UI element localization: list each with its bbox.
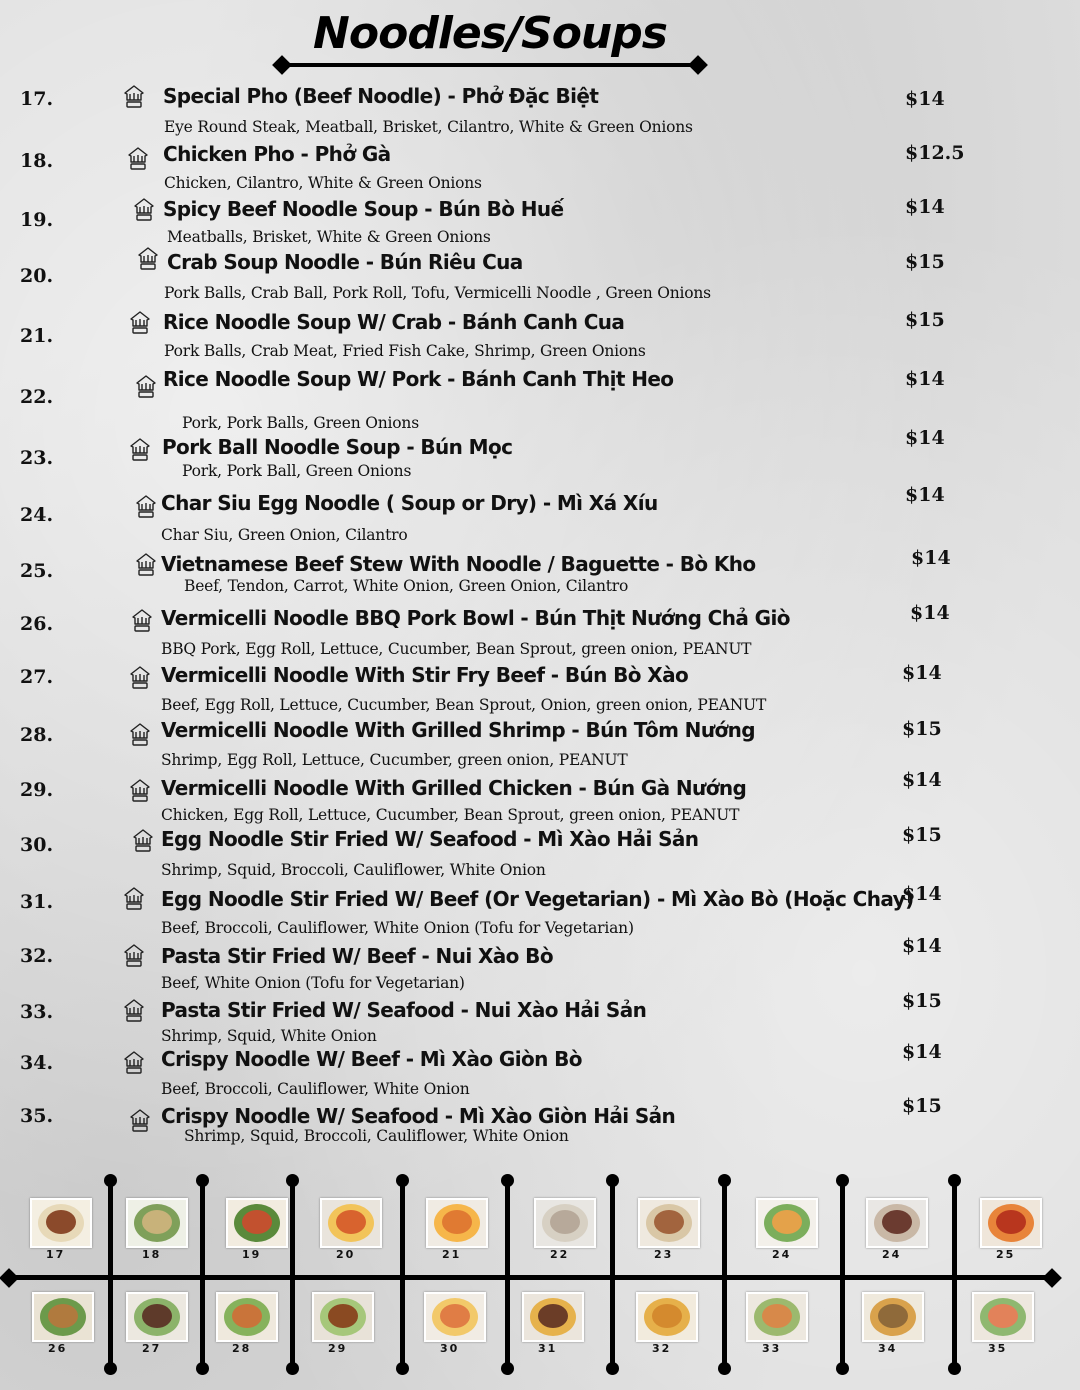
food-photo — [30, 1198, 92, 1248]
food-photo — [638, 1198, 700, 1248]
item-price: $14 — [905, 484, 945, 506]
gallery-divider-vertical — [108, 1180, 113, 1370]
item-description: Beef, Broccoli, Cauliflower, White Onion (Tofu for Vegetarian) — [161, 919, 634, 937]
food-photo-food — [654, 1210, 684, 1234]
photo-number-badge: 24 — [772, 1248, 792, 1261]
item-name: Pasta Stir Fried W/ Seafood - Nui Xào Hải Sản — [161, 998, 647, 1022]
chef-hat-icon — [121, 943, 147, 969]
chef-hat-icon — [129, 608, 155, 634]
item-number: 28. — [20, 724, 54, 746]
item-price: $14 — [902, 662, 942, 684]
item-name: Vermicelli Noodle BBQ Pork Bowl - Bún Thịt Nướng Chả Giò — [161, 606, 790, 630]
chef-hat-icon — [127, 310, 153, 336]
item-name: Vermicelli Noodle With Grilled Chicken - Bún Gà Nướng — [161, 776, 747, 800]
chef-hat-icon — [127, 1108, 153, 1134]
page-title: Noodles/Soups — [313, 8, 667, 59]
gallery-divider-cap — [948, 1362, 961, 1375]
item-name: Crispy Noodle W/ Beef - Mì Xào Giòn Bò — [161, 1047, 582, 1071]
item-description: Shrimp, Squid, Broccoli, Cauliflower, White Onion — [161, 861, 546, 879]
gallery-divider-vertical — [952, 1180, 957, 1370]
photo-number-badge: 21 — [442, 1248, 462, 1261]
item-number: 23. — [20, 447, 54, 469]
photo-number-badge: 28 — [232, 1342, 252, 1355]
gallery-divider-horizontal — [8, 1275, 1054, 1280]
item-number: 26. — [20, 613, 54, 635]
item-description: Eye Round Steak, Meatball, Brisket, Cilantro, White & Green Onions — [164, 118, 693, 136]
item-description: Pork Balls, Crab Meat, Fried Fish Cake, Shrimp, Green Onions — [164, 342, 646, 360]
chef-hat-icon — [133, 494, 159, 520]
item-price: $15 — [902, 990, 942, 1012]
chef-hat-icon — [127, 778, 153, 804]
food-photo-food — [328, 1304, 358, 1328]
food-photo — [534, 1198, 596, 1248]
food-photo — [32, 1292, 94, 1342]
gallery-divider-vertical — [840, 1180, 845, 1370]
food-photo-food — [988, 1304, 1018, 1328]
item-name: Vietnamese Beef Stew With Noodle / Baguette - Bò Kho — [161, 552, 756, 576]
food-photo-food — [882, 1210, 912, 1234]
food-photo-food — [996, 1210, 1026, 1234]
food-photo — [522, 1292, 584, 1342]
gallery-divider-cap — [196, 1362, 209, 1375]
item-name: Egg Noodle Stir Fried W/ Beef (Or Vegetarian) - Mì Xào Bò (Hoặc Chay) — [161, 887, 914, 911]
gallery-divider-cap — [104, 1174, 117, 1187]
page-header — [270, 8, 710, 78]
item-number: 17. — [20, 88, 54, 110]
item-price: $12.5 — [905, 142, 965, 164]
food-photo-food — [772, 1210, 802, 1234]
item-name: Special Pho (Beef Noodle) - Phở Đặc Biệt — [163, 84, 599, 108]
item-description: Pork, Pork Balls, Green Onions — [182, 414, 419, 432]
food-photo — [424, 1292, 486, 1342]
chef-hat-icon — [130, 828, 156, 854]
food-photo — [980, 1198, 1042, 1248]
chef-hat-icon — [121, 998, 147, 1024]
item-number: 19. — [20, 209, 54, 231]
food-photo-food — [878, 1304, 908, 1328]
photo-number-badge: 31 — [538, 1342, 558, 1355]
item-description: Meatballs, Brisket, White & Green Onions — [167, 228, 491, 246]
item-price: $14 — [905, 427, 945, 449]
photo-number-badge: 18 — [142, 1248, 162, 1261]
gallery-divider-cap — [104, 1362, 117, 1375]
gallery-divider-vertical — [400, 1180, 405, 1370]
food-photo-food — [336, 1210, 366, 1234]
item-price: $15 — [905, 309, 945, 331]
photo-number-badge: 17 — [46, 1248, 66, 1261]
item-number: 30. — [20, 834, 54, 856]
food-photo — [320, 1198, 382, 1248]
photo-number-badge: 35 — [988, 1342, 1008, 1355]
gallery-divider-cap — [396, 1174, 409, 1187]
food-photo — [866, 1198, 928, 1248]
item-name: Spicy Beef Noodle Soup - Bún Bò Huế — [163, 197, 564, 221]
item-number: 24. — [20, 504, 54, 526]
chef-hat-icon — [127, 665, 153, 691]
gallery-divider-cap — [718, 1362, 731, 1375]
item-price: $14 — [902, 1041, 942, 1063]
item-price: $14 — [905, 368, 945, 390]
gallery-divider-cap — [948, 1174, 961, 1187]
gallery-divider-cap — [286, 1362, 299, 1375]
item-number: 35. — [20, 1105, 54, 1127]
item-price: $14 — [905, 88, 945, 110]
food-photo-food — [48, 1304, 78, 1328]
food-photo — [636, 1292, 698, 1342]
item-description: Pork, Pork Ball, Green Onions — [182, 462, 412, 480]
gallery-divider-cap — [718, 1174, 731, 1187]
item-description: Beef, Tendon, Carrot, White Onion, Green Onion, Cilantro — [184, 577, 629, 595]
chef-hat-icon — [127, 722, 153, 748]
item-price: $14 — [911, 547, 951, 569]
photo-number-badge: 24 — [882, 1248, 902, 1261]
item-description: Beef, Broccoli, Cauliflower, White Onion — [161, 1080, 470, 1098]
item-number: 29. — [20, 779, 54, 801]
item-description: Shrimp, Squid, Broccoli, Cauliflower, White Onion — [184, 1127, 569, 1145]
photo-number-badge: 30 — [440, 1342, 460, 1355]
photo-number-badge: 34 — [878, 1342, 898, 1355]
item-name: Vermicelli Noodle With Stir Fry Beef - Bún Bò Xào — [161, 663, 689, 687]
photo-number-badge: 19 — [242, 1248, 262, 1261]
item-price: $15 — [902, 1095, 942, 1117]
gallery-divider-cap — [836, 1174, 849, 1187]
gallery-divider-cap — [396, 1362, 409, 1375]
food-photo-food — [46, 1210, 76, 1234]
item-price: $15 — [905, 251, 945, 273]
photo-number-badge: 23 — [654, 1248, 674, 1261]
item-name: Rice Noodle Soup W/ Crab - Bánh Canh Cua — [163, 310, 625, 334]
gallery-divider-vertical — [722, 1180, 727, 1370]
chef-hat-icon — [121, 1050, 147, 1076]
gallery-divider-cap — [501, 1174, 514, 1187]
chef-hat-icon — [121, 886, 147, 912]
photo-number-badge: 20 — [336, 1248, 356, 1261]
photo-number-badge: 32 — [652, 1342, 672, 1355]
food-photo — [216, 1292, 278, 1342]
chef-hat-icon — [125, 146, 151, 172]
item-price: $14 — [910, 602, 950, 624]
food-photo — [972, 1292, 1034, 1342]
item-description: Pork Balls, Crab Ball, Pork Roll, Tofu, Vermicelli Noodle , Green Onions — [164, 284, 711, 302]
item-number: 22. — [20, 386, 54, 408]
gallery-divider-vertical — [200, 1180, 205, 1370]
gallery-diamond-right — [1042, 1268, 1062, 1288]
item-name: Egg Noodle Stir Fried W/ Seafood - Mì Xào Hải Sản — [161, 827, 699, 851]
gallery-divider-cap — [501, 1362, 514, 1375]
food-photo-food — [652, 1304, 682, 1328]
gallery-divider-cap — [836, 1362, 849, 1375]
chef-hat-icon — [133, 374, 159, 400]
item-name: Rice Noodle Soup W/ Pork - Bánh Canh Thịt Heo — [163, 367, 674, 391]
item-description: Beef, White Onion (Tofu for Vegetarian) — [161, 974, 465, 992]
item-name: Chicken Pho - Phở Gà — [163, 142, 391, 166]
gallery-divider-cap — [196, 1174, 209, 1187]
photo-number-badge: 22 — [550, 1248, 570, 1261]
title-underline — [282, 63, 698, 67]
item-name: Vermicelli Noodle With Grilled Shrimp - Bún Tôm Nướng — [161, 718, 755, 742]
item-price: $15 — [902, 718, 942, 740]
food-photo-food — [550, 1210, 580, 1234]
item-description: Shrimp, Squid, White Onion — [161, 1027, 377, 1045]
item-price: $14 — [902, 883, 942, 905]
item-price: $14 — [902, 935, 942, 957]
chef-hat-icon — [135, 246, 161, 272]
item-description: Shrimp, Egg Roll, Lettuce, Cucumber, green onion, PEANUT — [161, 751, 628, 769]
item-price: $14 — [902, 769, 942, 791]
food-photo — [756, 1198, 818, 1248]
food-photo — [426, 1198, 488, 1248]
food-photo-food — [440, 1304, 470, 1328]
item-number: 18. — [20, 150, 54, 172]
item-description: Chicken, Cilantro, White & Green Onions — [164, 174, 482, 192]
item-price: $14 — [905, 196, 945, 218]
item-description: Char Siu, Green Onion, Cilantro — [161, 526, 408, 544]
food-photo-food — [538, 1304, 568, 1328]
item-name: Pasta Stir Fried W/ Beef - Nui Xào Bò — [161, 944, 553, 968]
item-name: Crispy Noodle W/ Seafood - Mì Xào Giòn Hải Sản — [161, 1104, 676, 1128]
photo-number-badge: 29 — [328, 1342, 348, 1355]
item-number: 27. — [20, 666, 54, 688]
chef-hat-icon — [121, 84, 147, 110]
gallery-divider-cap — [606, 1362, 619, 1375]
item-number: 20. — [20, 265, 54, 287]
food-photo-food — [142, 1210, 172, 1234]
photo-number-badge: 25 — [996, 1248, 1016, 1261]
gallery-divider-cap — [606, 1174, 619, 1187]
photo-number-badge: 33 — [762, 1342, 782, 1355]
item-number: 33. — [20, 1001, 54, 1023]
food-photo-food — [762, 1304, 792, 1328]
food-photo — [312, 1292, 374, 1342]
food-photo — [862, 1292, 924, 1342]
item-description: Chicken, Egg Roll, Lettuce, Cucumber, Bean Sprout, green onion, PEANUT — [161, 806, 740, 824]
food-photo — [226, 1198, 288, 1248]
gallery-divider-vertical — [505, 1180, 510, 1370]
item-number: 31. — [20, 891, 54, 913]
item-name: Pork Ball Noodle Soup - Bún Mọc — [162, 435, 513, 459]
food-photo-food — [232, 1304, 262, 1328]
gallery-diamond-left — [0, 1268, 19, 1288]
item-number: 34. — [20, 1052, 54, 1074]
photo-number-badge: 27 — [142, 1342, 162, 1355]
gallery-divider-vertical — [610, 1180, 615, 1370]
item-description: BBQ Pork, Egg Roll, Lettuce, Cucumber, Bean Sprout, green onion, PEANUT — [161, 640, 752, 658]
gallery-divider-cap — [286, 1174, 299, 1187]
food-photo — [126, 1292, 188, 1342]
item-name: Crab Soup Noodle - Bún Riêu Cua — [167, 250, 523, 274]
gallery-divider-vertical — [290, 1180, 295, 1370]
chef-hat-icon — [127, 437, 153, 463]
item-number: 25. — [20, 560, 54, 582]
chef-hat-icon — [131, 197, 157, 223]
item-description: Beef, Egg Roll, Lettuce, Cucumber, Bean Sprout, Onion, green onion, PEANUT — [161, 696, 767, 714]
item-name: Char Siu Egg Noodle ( Soup or Dry) - Mì Xá Xíu — [161, 491, 658, 515]
item-number: 21. — [20, 325, 54, 347]
food-photo — [126, 1198, 188, 1248]
chef-hat-icon — [133, 552, 159, 578]
food-photo-food — [242, 1210, 272, 1234]
item-price: $15 — [902, 824, 942, 846]
food-photo-food — [142, 1304, 172, 1328]
item-number: 32. — [20, 945, 54, 967]
food-photo — [746, 1292, 808, 1342]
food-photo-food — [442, 1210, 472, 1234]
photo-number-badge: 26 — [48, 1342, 68, 1355]
